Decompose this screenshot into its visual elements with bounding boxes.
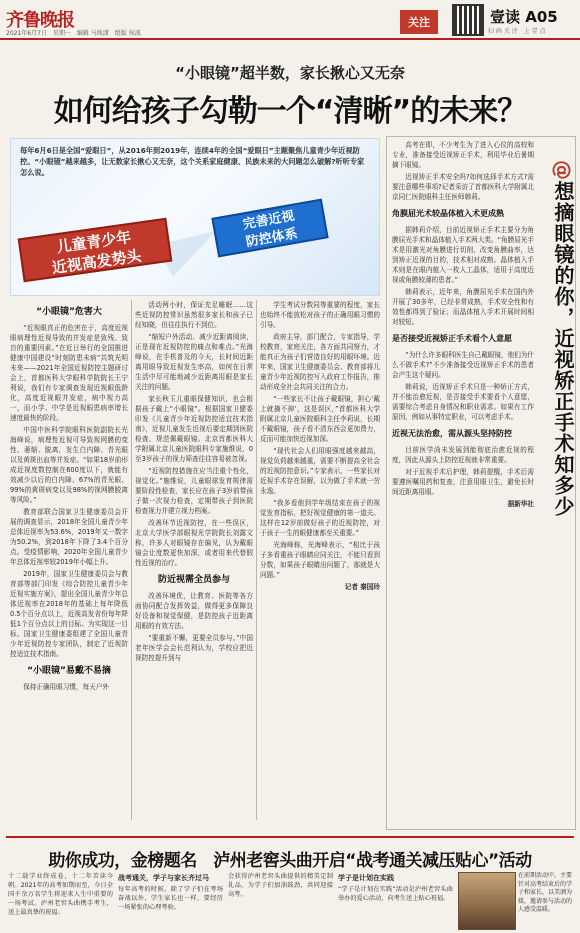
subhead-hard-remove: “小眼镜”易戴不易摘 — [27, 666, 111, 676]
paragraph: 光海峰称，光海峰表示，“相比于孩子多看重孩子眼睛应同关注，不能只看到分数，如果孩子眼睛出问题了，那就是大问题。” — [260, 541, 380, 579]
subhead-all-participate: 防近视需全员参与 — [157, 575, 230, 585]
paragraph: 韩莉说，近视矫正手术只是一种矫正方式，并不能治愈近视，是否接受手术要看个人意愿，需要综合考虑自身情况和职业需求。如果有工作原因，例如从事特定职业，可以考虑手术。 — [392, 383, 534, 421]
paragraph: 每年高考的时候，除了学子们在考场奋战以外，学生家长也一样，要经历一场紧张的心理考验。 — [118, 886, 223, 911]
paragraph: 教育部联合国家卫生健康委员会开展的调查显示，2018年全国儿童青少年总体近视率为53.6%，2019年又一数字为50.2%，到2018年下降了3.4个百分点。受疫情影响，2020年全国儿童青少年总体近视率较2019年小幅上升。 — [10, 508, 128, 566]
paragraph: “为什么许多眼科医生自己戴眼镜，他们为什么不做手术?”不少准备接受近视矫正手术的患者会产生这个疑问。 — [392, 351, 534, 379]
article-column-1 — [10, 300, 128, 830]
kicker: “小眼镜”超半数，家长揪心又无奈 — [175, 64, 405, 82]
byline: 据新华社 — [507, 500, 534, 508]
page-label: 壹读 A05 — [490, 8, 558, 26]
paragraph: 政府主导，部门配合，专家指导，学校教育，家庭关注，各方面共同努力，才能真正为孩子们营造良好的用眼环境。近年来，国家卫生健康委员会、教育部将儿童青少年近视防控写入政府工作报告，推动形成全社会共同关注的合力。 — [260, 333, 380, 391]
paragraph: “现代社会人们用眼强度越来越高，视觉负荷越来越重，需要不断提高全社会的近视防控意识。”专家表示，一些家长对近视手术存在误解，以为做了手术就一劳永逸。 — [260, 447, 380, 495]
paragraph: 目前医学尚未发展到能彻底治愈近视的程度，因此从源头上防控近视就非常重要。 — [392, 446, 534, 464]
bottom-column-4 — [338, 872, 453, 932]
newspaper-logo: 齐鲁晚报 — [6, 10, 74, 31]
article-column-2 — [135, 300, 253, 830]
paragraph: 高考在即，不少考生为了进入心仪的高校和专业，准备接受近视矫正手术，利用毕业后暑期摘下眼镜。 — [392, 141, 534, 169]
paragraph: 学生考试分数同等重要的程度，家长也始终不能放松对孩子的正确用眼习惯的引导。 — [260, 301, 380, 329]
side-subhead-2: 是否接受近视矫正手术看个人意愿 — [392, 334, 512, 343]
column-divider — [256, 300, 257, 820]
paragraph: “近视眼真正的危害在于，高度近视眼病理性近视导致的并发症是致残、致盲的重要因素。”在近日举行的全国推进健康中国建设“时刻防患未病”共筑光明未来——2021年全国近视防控主题研讨会上，首都医科大学眼科学院院长王宁利说，我们有专家调查发现近视眼低龄化，高度近视眼并发症，病中视力高一，而小学、中学是近视眼患病率增长速度最快的阶段。 — [10, 324, 128, 422]
side-vertical-title — [540, 160, 574, 517]
paragraph: 十二载学业终成卷，十二年苦读今朝。2021年的高考如期而至，今日全国千余万名学生将迎来人生中重要的一场考试。泸州老窖头曲携手考生，送上最真挚的祝福。 — [8, 873, 113, 916]
article-column-3 — [260, 300, 380, 830]
banner-red-text: 儿童青少年 近视高发势头 — [50, 227, 143, 278]
bottom-column-3 — [228, 872, 333, 932]
bottom-subhead: 战考通关，学子与家长齐过马 — [118, 874, 209, 882]
bottom-subhead: 学子是计划在实践 — [338, 874, 394, 882]
photo-caption: 在前期活动中，主要针对高考结束后的学子和家长，以美酒为媒，邀请参与活动的人感受温暖。 — [518, 872, 573, 913]
side-title-text: 想摘眼镜的你，近视矫正手术知多少 — [551, 181, 575, 517]
paragraph: “近视防控措施在应当注重个性化，视觉化。”施维说，儿童眼球发育规律需要阶段性检查，家长应在孩子3岁前带孩子做一次视力检查，定期带孩子到医院检查视力并建立视力档案。 — [135, 467, 253, 515]
bottom-column-1 — [8, 872, 113, 932]
at-symbol: @ — [551, 160, 575, 181]
paragraph: “缩短户外活动、减少近距离阅读，正是现在近视防控的痛点和难点。”光海峰说，在手机普及的今天，长时间近距离用眼导致近视发生率高，如何在日常生活中尽可能地减少近距离用眼是家长关注的问题。 — [135, 333, 253, 391]
bottom-headline: 助你成功，金榜题名 泸州老窖头曲开启“战考通关减压贴心”活动 — [48, 851, 532, 871]
paragraph: 据韩莉介绍，目前近视矫正手术主要分为角膜屈光手术和晶体植入手术两大类。“角膜屈光手术是用激光对角膜进行切削，改变角膜曲率，达到矫正近视的目的，技术相对成熟。晶体植入手术则是在眼内植入一枚人工晶体，适用于高度近视或角膜较薄的患者。” — [392, 226, 534, 284]
paragraph: 家长秋玉儿重眼保健知识，也会根据孩子戴上“小眼镜”。根据国家卫健委印发《儿童青少年近视防控适宜技术指南》，近视儿童发生近视后要定期到医院检查，规范佩戴眼镜。北京首都医科大学附属北京儿童医院眼科专家施维说，0至3岁孩子的视力筛查往往容易被忽视。 — [135, 395, 253, 463]
scan-hint: 扫 码 关 注 上 壹 点 — [488, 28, 546, 35]
section-tag: 关注 — [400, 10, 438, 34]
paragraph: 保持正确用眼习惯，每天户外 — [23, 683, 109, 691]
paragraph: 会获得泸州老窖头曲提供的精美定制礼品，为学子们加油鼓劲，共同迎接高考。 — [228, 873, 333, 898]
paragraph: “我多看他到学年级结束在孩子的视觉发育指标，把好视觉健康的第一道关。这样在12岁前做好孩子的近视防控，对于孩子一生的眼健康都至关重要。” — [260, 499, 380, 537]
intro-text: 每年6月6日是全国“爱眼日”，从2016年到2019年，连续4年的全国“爱眼日”主题聚焦儿童青少年近视防控。“小眼镜”越来越多，让无数家长揪心又无奈，这个关系家庭健康、民族未来的大问题怎么破解?听听专家怎么说。 — [20, 146, 365, 177]
paragraph: 2019年，国家卫生健康委员会与教育部等部门印发《综合防控儿童青少年近视实施方案》，提出全国儿童青少年总体近视率在2018年的基础上每年降低0.5个百分点以上，近视高发省份每年降低1个百分点以上的目标。为实现这一目标，国家卫生健康委组建了全国儿童青少年近视防控专家团队，制定了近视防控适宜技术指南。 — [10, 570, 128, 658]
issue-info: 2021年6月7日 星期一 编辑 马纯潇 组版 侯波 — [6, 30, 141, 37]
paragraph: 改善环节近视防控，在一些误区，北京大学医学部眼视光学院院长刘露文称，许多人对眼镜存在偏见，认为戴眼镜会让度数更快加深，或者用来代替假性近视的治疗。 — [135, 519, 253, 567]
side-subhead-1: 角膜屈光术较晶体植入术更成熟 — [392, 209, 504, 218]
paragraph: 改善环境优，让教育、医院等各方面协同配合发挥效益，做得更多保障良好设备和视觉保健，是防控孩子近距离用眼的有效方法。 — [135, 592, 253, 630]
byline: 记者 秦国玲 — [344, 583, 380, 591]
product-photo — [458, 872, 516, 930]
paragraph: 中国中医科学院眼科医院副院长光海峰说，病理性近视可导致视网膜的变性、萎缩、脱离，发生白内障、青光眼以及黄斑出血等并发症。“如果18岁前形成近视度数控制在600度以下，就能有效减少以后的白内障、67%的青光眼、99%的黄斑病变以及98%的视网膜脱离等风险。” — [10, 426, 128, 504]
paragraph: 对于近视手术后护理，韩莉提醒，手术后需要遵医嘱用药和复查，注意用眼卫生，避免长时间近距离用眼。 — [392, 468, 534, 496]
qr-code-icon — [452, 4, 484, 36]
paragraph: “要重新不懈，更要全员参与。”中国老年医学会会长范利认为，学校应把近视防控提升到与 — [135, 634, 253, 662]
subhead-harm: “小眼镜”危害大 — [36, 307, 102, 317]
banner-blue-text: 完善近视 防控体系 — [241, 208, 299, 251]
bottom-column-2 — [118, 872, 223, 932]
column-divider — [131, 300, 132, 820]
masthead — [0, 0, 580, 40]
headline: 如何给孩子勾勒一个“清晰”的未来？ — [53, 94, 527, 129]
paragraph: “一些家长不让孩子戴眼镜，担心‘戴上就摘不掉’，这是误区，”首都医科大学附属北京儿童医院眼科主任李莉说，长期不戴眼镜，孩子看不清东西会更加费力，反而可能加快近视加深。 — [260, 395, 380, 443]
paragraph: 活动两小时，保证充足睡眠……这些近视防控常识虽然很多家长和孩子已经知晓，但往往执行不到位。 — [135, 301, 253, 329]
side-subhead-3: 近视无法治愈，需从源头坚持防控 — [392, 429, 512, 438]
paragraph: 韩莉表示，近年来，角膜屈光手术在国内外开展了30多年，已经非常成熟，手术安全性和有效性都得到了验证；而晶体植入手术开展时间相对较短。 — [392, 288, 534, 326]
paragraph: 近视矫正手术安全吗?如何选择手术方式?需要注意哪些事项?记者采访了首都医科大学附属北京同仁医院眼科主任医师韩莉。 — [392, 173, 534, 201]
side-story — [392, 140, 534, 830]
divider-rule — [6, 836, 574, 838]
paragraph: “学子是计划在实践”活动是泸州老窖头曲举办的爱心活动，向考生送上贴心祝福。 — [338, 886, 453, 902]
